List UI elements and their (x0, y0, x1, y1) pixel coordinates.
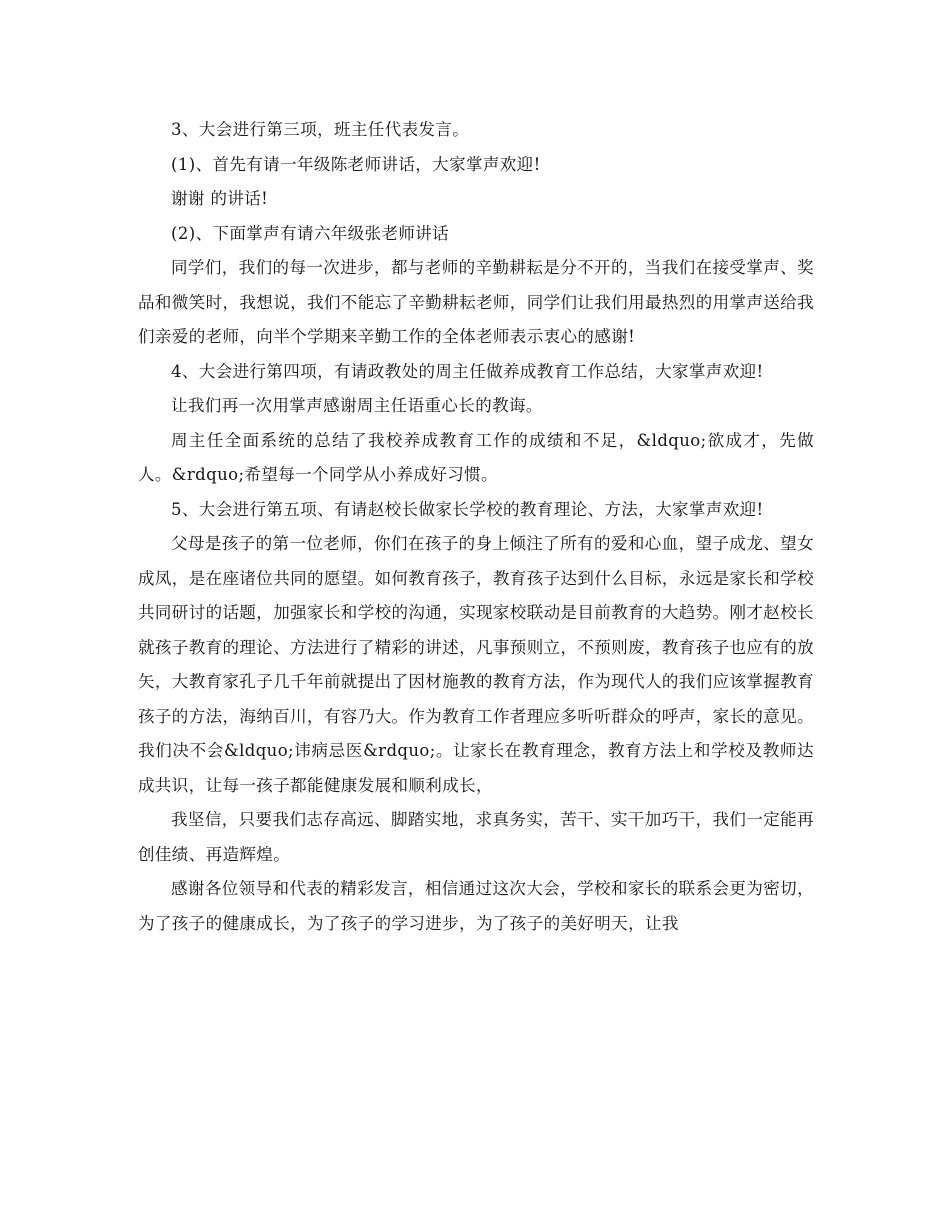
paragraph-students-thanks-teachers: 同学们，我们的每一次进步，都与老师的辛勤耕耘是分不开的，当我们在接受掌声、奖品和微笑时，我想说，我们不能忘了辛勤耕耘老师，同学们让我们用最热烈的用掌声送给我们亲爱的老师，向半个学期来辛勤工作的全体老师表示衷心的感谢! (138, 258, 814, 346)
paragraph-item-3: 3、大会进行第三项，班主任代表发言。 (171, 120, 470, 139)
paragraph-closing: 感谢各位领导和代表的精彩发言，相信通过这次大会，学校和家长的联系会更为密切，为了孩子的健康成长，为了孩子的学习进步，为了孩子的美好明天，让我 (138, 879, 814, 933)
paragraph-item-2-zhang: (2)、下面掌声有请六年级张老师讲话 (171, 223, 450, 243)
paragraph-item-5: 5、大会进行第五项、有请赵校长做家长学校的教育理论、方法，大家掌声欢迎! (171, 499, 764, 519)
document-page (138, 113, 814, 941)
paragraph-belief: 我坚信，只要我们志存高远、脚踏实地，求真务实，苦干、实干加巧干，我们一定能再创佳绩、再造辉煌。 (138, 810, 814, 864)
paragraph-thank-zhou: 让我们再一次用掌声感谢周主任语重心长的教诲。 (171, 396, 543, 415)
paragraph-thanks: 谢谢 的讲话! (171, 189, 269, 208)
paragraph-parents: 父母是孩子的第一位老师，你们在孩子的身上倾注了所有的爱和心血，望子成龙、望女成凤，是在座诸位共同的愿望。如何教育孩子，教育孩子达到什么目标，永远是家长和学校共同研讨的话题，加强家长和学校的沟通，实现家校联动是目前教育的大趋势。刚才赵校长就孩子教育的理论、方法进行了精彩的讲述，凡事预则立，不预则废，教育孩子也应有的放矢，大教育家孔子几千年前就提出了因材施教的教育方法，作为现代人的我们应该掌握教育孩子的方法，海纳百川，有容乃大。作为教育工作者理应多听听群众的呼声，家长的意见。我们决不会&ldquo;讳病忌医&rdquo;。让家长在教育理念，教育方法上和学校及教师达成共识，让每一孩子都能健康发展和顺利成长， (138, 534, 814, 795)
paragraph-item-4: 4、大会进行第四项，有请政教处的周主任做养成教育工作总结，大家掌声欢迎! (171, 361, 764, 381)
paragraph-item-1-chen: (1)、首先有请一年级陈老师讲话，大家掌声欢迎! (171, 154, 541, 174)
paragraph-zhou-summary: 周主任全面系统的总结了我校养成教育工作的成绩和不足，&ldquo;欲成才，先做人。&rdquo;希望每一个同学从小养成好习惯。 (138, 430, 814, 484)
